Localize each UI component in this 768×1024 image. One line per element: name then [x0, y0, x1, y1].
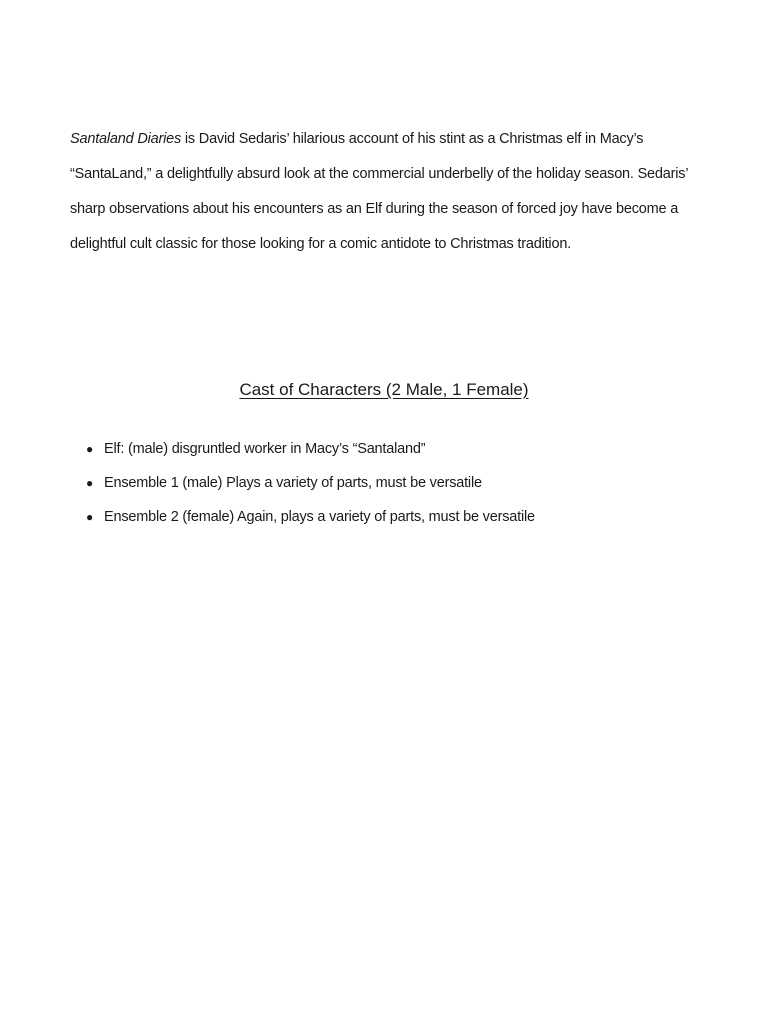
- cast-list: [86, 432, 704, 534]
- play-title: Santaland Diaries: [70, 131, 182, 147]
- bullet-icon: ●: [86, 476, 94, 490]
- bullet-icon: ●: [86, 442, 94, 456]
- cast-item-text: Ensemble 1 (male) Plays a variety of parts, must be versatile: [104, 475, 482, 491]
- cast-item-elf: [86, 432, 704, 466]
- intro-paragraph: [70, 122, 700, 262]
- bullet-icon: ●: [86, 510, 94, 524]
- cast-item-text: Ensemble 2 (female) Again, plays a variety of parts, must be versatile: [104, 509, 535, 525]
- cast-item-ensemble-1: [86, 466, 704, 500]
- cast-item-ensemble-2: [86, 500, 704, 534]
- intro-text: is David Sedaris’ hilarious account of his stint as a Christmas elf in Macy’s “SantaLand,” a delightfully absurd look at the commercial underbelly of the holiday season. Sedaris’ sharp observations about his encounters as an Elf during the season of forced joy have become a delightful cult classic for those looking for a comic antidote to Christmas tradition.: [70, 131, 688, 252]
- cast-heading: Cast of Characters (2 Male, 1 Female): [239, 380, 529, 399]
- cast-item-text: Elf: (male) disgruntled worker in Macy’s “Santaland”: [104, 441, 426, 457]
